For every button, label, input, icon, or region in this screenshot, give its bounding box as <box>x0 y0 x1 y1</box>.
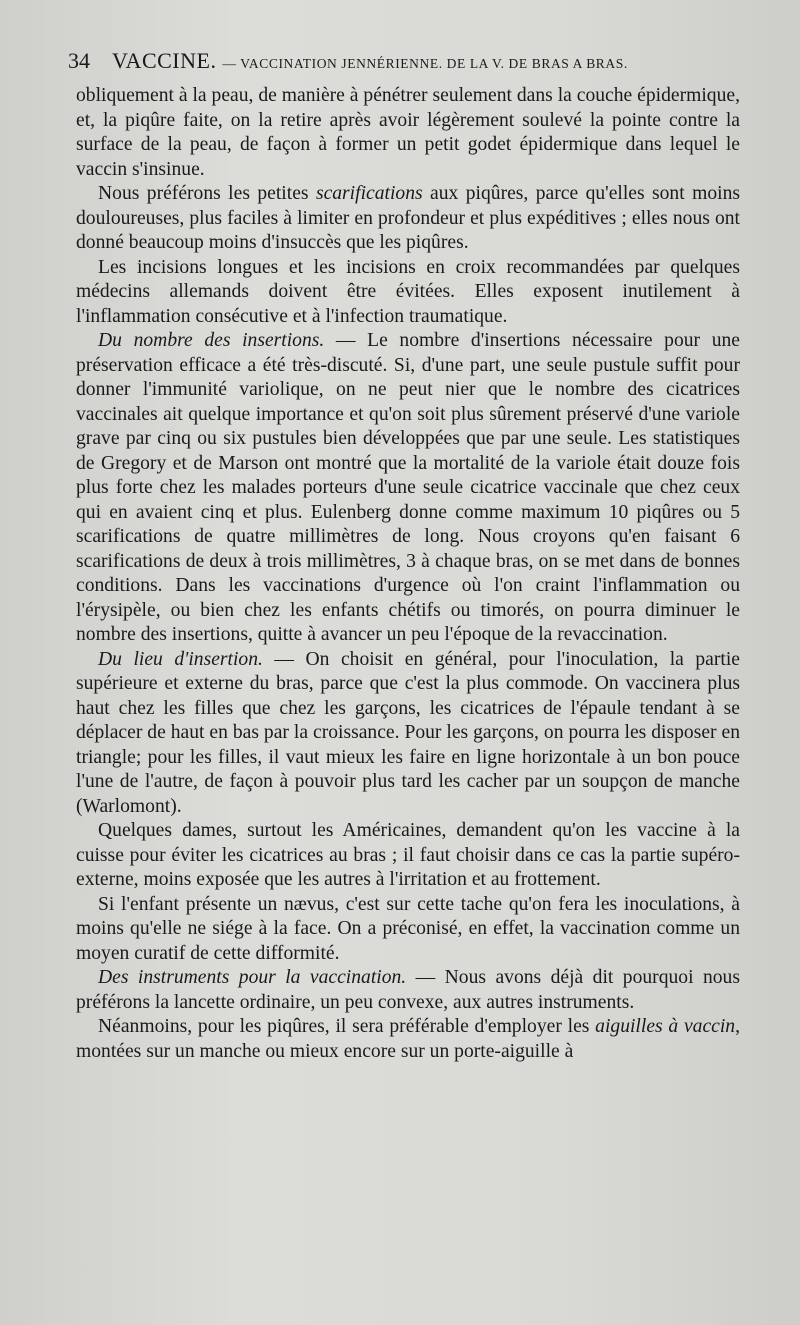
paragraph <box>76 1015 740 1064</box>
text-run: Néanmoins, pour les piqûres, il sera préférable d'employer les <box>98 1016 596 1037</box>
paragraph <box>76 329 740 648</box>
text-run: Si l'enfant présente un nævus, c'est sur cette tache qu'on fera les inoculations, à moins qu'elle ne siége à la face. On a préconisé, en effet, la vaccination comme un moyen curatif de cette difformité. <box>76 893 740 964</box>
text-run: Quelques dames, surtout les Américaines, demandent qu'on les vaccine à la cuisse pour éviter les cicatrices au bras ; il faut choisir dans ce cas la partie supéro-externe, moins exposée que les autres à l'irritation et au frottement. <box>76 820 740 890</box>
italic-run: Des instruments pour la vaccination. <box>98 967 407 988</box>
italic-run: aiguilles à vaccin <box>595 1016 736 1037</box>
body-text <box>76 84 740 1064</box>
paragraph <box>76 256 740 330</box>
text-run: aux piqûres, parce qu'elles sont moins douloureuses, plus faciles à limiter en profondeur et plus expéditives ; elles nous ont donné beaucoup moins d'insuccès que les piqûres. <box>76 183 740 253</box>
paragraph <box>76 648 740 820</box>
text-run: — On choisit en général, pour l'inoculation, la partie supérieure et externe du bras, parce que c'est la plus commode. On vaccinera plus haut chez les filles que chez les garçons, les cicatrices de l'épaule tendant à se déplacer de haut en bas par la croissance. Pour les garçons, on pourra les disposer en triangle; pour les filles, il vaut mieux les faire en ligne horizontale à un bon pouce l'une de l'autre, de façon à pouvoir plus tard les cacher par un soupçon de manche (Warlomont). <box>76 648 740 817</box>
paragraph <box>76 84 740 182</box>
italic-run: Du nombre des insertions. <box>98 330 325 351</box>
page-number: 34 <box>68 48 90 73</box>
text-run: , montées sur un manche ou mieux encore sur un porte-aiguille à <box>76 1016 740 1062</box>
text-run: — Nous avons déjà dit pourquoi nous préférons la lancette ordinaire, un peu convexe, aux autres instruments. <box>76 967 740 1013</box>
paragraph <box>76 893 740 967</box>
running-header <box>68 48 738 74</box>
text-run: Les incisions longues et les incisions en croix recommandées par quelques médecins allemands doivent être évitées. Elles exposent inutilement à l'inflammation consécutive et à l'infection traumatique. <box>76 256 740 327</box>
paragraph <box>76 966 740 1015</box>
italic-run: scarifications <box>315 183 423 204</box>
italic-run: Du lieu d'insertion. <box>98 648 263 670</box>
paragraph <box>76 182 740 256</box>
text-run: — Le nombre d'insertions nécessaire pour une préservation efficace a été très-discuté. Si, d'une part, une seule pustule suffit pour donner l'immunité variolique, on ne peut nier que le nombre des cicatrices vaccinales ait quelque importance et qu'on soit plus sûrement préservé d'une variole grave par cinq ou six pustules bien développées que par une seule. Les statistiques de Gregory et de Marson ont montré que la mortalité de la variole était douze fois plus forte chez les malades porteurs d'une seule cicatrice vaccinale que chez ceux qui en avaient cinq et plus. Eulenberg donne comme maximum 10 piqûres ou 5 scarifications de quatre millimètres de long. Nous croyons qu'en faisant 6 scarifications de deux à trois millimètres, 3 à chaque bras, on se met dans de bonnes conditions. Dans les vaccinations d'urgence où l'on craint l'inflammation ou l'érysipèle, ou bien chez les enfants chétifs ou timorés, on pourra diminuer le nombre des insertions, quitte à avancer un peu l'époque de la revaccination. <box>76 330 740 645</box>
paragraph <box>76 819 740 893</box>
text-run: obliquement à la peau, de manière à pénétrer seulement dans la couche épidermique, et, la piqûre faite, on la retire après avoir légèrement soulevé la pointe contre la surface de la peau, de façon à former un petit godet épidermique dans lequel le vaccin s'insinue. <box>76 85 740 180</box>
running-subtitle: — VACCINATION JENNÉRIENNE. DE LA V. DE BRAS A BRAS. <box>222 56 628 71</box>
text-run: Nous préférons les petites <box>98 183 316 204</box>
running-title: VACCINE. <box>112 48 217 73</box>
